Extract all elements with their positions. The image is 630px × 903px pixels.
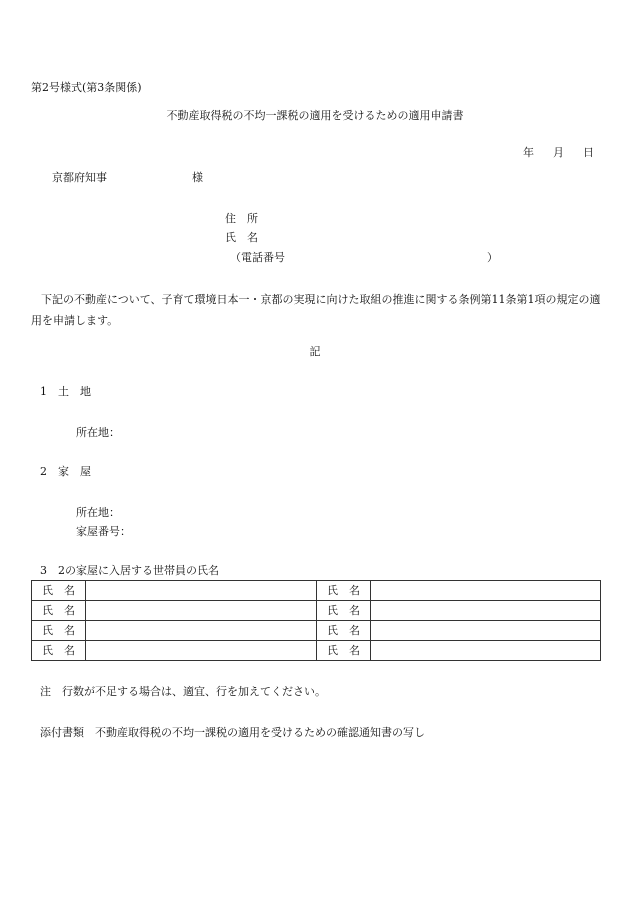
resident-name-field[interactable] <box>371 621 601 641</box>
section-residents-heading: 3 2の家屋に入居する世帯員の氏名 <box>40 564 219 577</box>
resident-name-label: 氏 名 <box>32 621 86 641</box>
resident-name-label: 氏 名 <box>32 581 86 601</box>
section-land-heading: 1 土 地 <box>40 385 91 398</box>
phone-label: （電話番号 <box>230 251 285 264</box>
applicant-name-label: 氏 名 <box>225 231 258 244</box>
addressee-name: 京都府知事 <box>52 171 107 184</box>
resident-name-label: 氏 名 <box>317 641 371 661</box>
date-month-label: 月 <box>553 146 564 159</box>
date-line <box>523 146 594 159</box>
resident-name-label: 氏 名 <box>317 621 371 641</box>
resident-name-label: 氏 名 <box>317 581 371 601</box>
resident-name-label: 氏 名 <box>32 601 86 621</box>
table-row <box>32 601 601 621</box>
land-location-label: 所在地： <box>76 426 120 439</box>
form-title: 不動産取得税の不均一課税の適用を受けるための適用申請書 <box>166 109 464 122</box>
applicant-address-label: 住 所 <box>225 212 258 225</box>
residents-table-wrap <box>31 580 601 661</box>
section-house-heading: 2 家 屋 <box>40 465 91 478</box>
table-row <box>32 641 601 661</box>
resident-name-label: 氏 名 <box>32 641 86 661</box>
resident-name-field[interactable] <box>86 621 317 641</box>
note-text: 注 行数が不足する場合は、適宜、行を加えてください。 <box>40 685 326 698</box>
resident-name-field[interactable] <box>371 641 601 661</box>
house-location-label: 所在地： <box>76 506 120 519</box>
resident-name-label: 氏 名 <box>317 601 371 621</box>
attachment-text: 添付書類 不動産取得税の不均一課税の適用を受けるための確認通知書の写し <box>40 726 425 739</box>
addressee <box>52 171 203 184</box>
application-statement: 下記の不動産について、子育て環境日本一・京都の実現に向けた取組の推進に関する条例第11条第1項の規定の適用を申請します。 <box>31 293 601 327</box>
applicant-phone-line <box>230 251 498 264</box>
date-day-label: 日 <box>583 146 594 159</box>
residents-table <box>31 580 601 661</box>
table-row <box>32 581 601 601</box>
resident-name-field[interactable] <box>371 601 601 621</box>
resident-name-field[interactable] <box>371 581 601 601</box>
ki-heading: 記 <box>309 345 321 358</box>
resident-name-field[interactable] <box>86 641 317 661</box>
table-row <box>32 621 601 641</box>
form-number: 第2号様式(第3条関係) <box>31 81 142 94</box>
resident-name-field[interactable] <box>86 601 317 621</box>
date-year-label: 年 <box>523 146 534 159</box>
house-number-label: 家屋番号： <box>76 525 131 538</box>
resident-name-field[interactable] <box>86 581 317 601</box>
addressee-honorific: 様 <box>192 171 203 184</box>
applicant-block <box>225 212 258 250</box>
phone-close-paren: ） <box>487 251 498 264</box>
